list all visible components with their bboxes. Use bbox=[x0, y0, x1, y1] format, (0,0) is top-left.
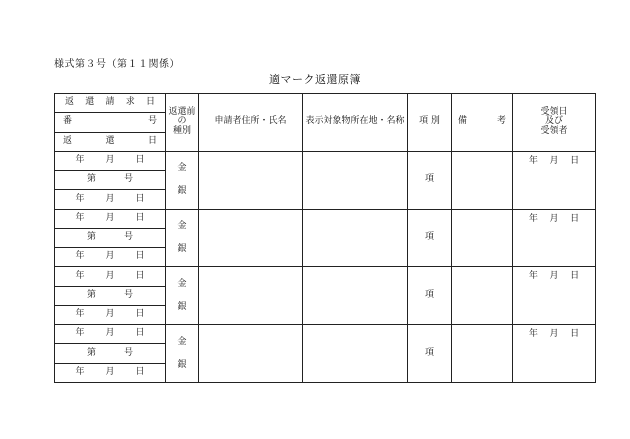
item-number-header: 項 別 bbox=[408, 94, 452, 152]
type-cell[interactable]: 金 銀 bbox=[166, 325, 199, 383]
record-1-row-1 bbox=[55, 151, 596, 170]
item-cell[interactable]: 項 bbox=[408, 209, 452, 267]
number-cell[interactable]: 第 号 bbox=[55, 171, 166, 190]
applicant-cell[interactable] bbox=[199, 209, 303, 267]
item-cell[interactable]: 項 bbox=[408, 267, 452, 325]
return-date-cell[interactable]: 年 月 日 bbox=[55, 190, 166, 209]
remarks-cell[interactable] bbox=[452, 325, 513, 383]
applicant-cell[interactable] bbox=[199, 267, 303, 325]
return-date-cell[interactable]: 年 月 日 bbox=[55, 248, 166, 267]
request-date-cell[interactable]: 年 月 日 bbox=[55, 151, 166, 170]
request-date-cell[interactable]: 年 月 日 bbox=[55, 267, 166, 286]
type-cell[interactable]: 金 銀 bbox=[166, 209, 199, 267]
remarks-cell[interactable] bbox=[452, 151, 513, 209]
receipt-cell[interactable]: 年 月 日 bbox=[513, 209, 596, 267]
target-location-name-header: 表示対象物所在地・名称 bbox=[303, 94, 408, 152]
record-3-row-1 bbox=[55, 267, 596, 286]
request-date-cell[interactable]: 年 月 日 bbox=[55, 325, 166, 344]
record-2-row-1 bbox=[55, 209, 596, 228]
return-request-date-header: 返 還 請 求 日 bbox=[55, 94, 166, 113]
remarks-header: 備 考 bbox=[452, 94, 513, 152]
request-date-cell[interactable]: 年 月 日 bbox=[55, 209, 166, 228]
item-cell[interactable]: 項 bbox=[408, 325, 452, 383]
return-ledger-table bbox=[54, 93, 596, 383]
number-cell[interactable]: 第 号 bbox=[55, 344, 166, 363]
type-cell[interactable]: 金 銀 bbox=[166, 267, 199, 325]
location-cell[interactable] bbox=[303, 267, 408, 325]
location-cell[interactable] bbox=[303, 151, 408, 209]
applicant-address-name-header: 申請者住所・氏名 bbox=[199, 94, 303, 152]
applicant-cell[interactable] bbox=[199, 325, 303, 383]
receipt-cell[interactable]: 年 月 日 bbox=[513, 267, 596, 325]
type-cell[interactable]: 金 銀 bbox=[166, 151, 199, 209]
number-cell[interactable]: 第 号 bbox=[55, 286, 166, 305]
item-cell[interactable]: 項 bbox=[408, 151, 452, 209]
remarks-cell[interactable] bbox=[452, 267, 513, 325]
number-header: 番 号 bbox=[55, 113, 166, 132]
return-date-cell[interactable]: 年 月 日 bbox=[55, 363, 166, 382]
receipt-cell[interactable]: 年 月 日 bbox=[513, 151, 596, 209]
location-cell[interactable] bbox=[303, 209, 408, 267]
number-cell[interactable]: 第 号 bbox=[55, 228, 166, 247]
receipt-cell[interactable]: 年 月 日 bbox=[513, 325, 596, 383]
pre-return-type-header: 返還前 の 種別 bbox=[166, 94, 199, 152]
receipt-header: 受領日 及び 受領者 bbox=[513, 94, 596, 152]
record-4-row-1 bbox=[55, 325, 596, 344]
applicant-cell[interactable] bbox=[199, 151, 303, 209]
return-date-cell[interactable]: 年 月 日 bbox=[55, 305, 166, 324]
document-title: 適マーク返還原簿 bbox=[269, 73, 361, 86]
location-cell[interactable] bbox=[303, 325, 408, 383]
form-number: 様式第３号（第１１関係） bbox=[54, 59, 180, 70]
header-row-1 bbox=[55, 94, 596, 113]
remarks-cell[interactable] bbox=[452, 209, 513, 267]
return-date-header: 返 還 日 bbox=[55, 132, 166, 151]
